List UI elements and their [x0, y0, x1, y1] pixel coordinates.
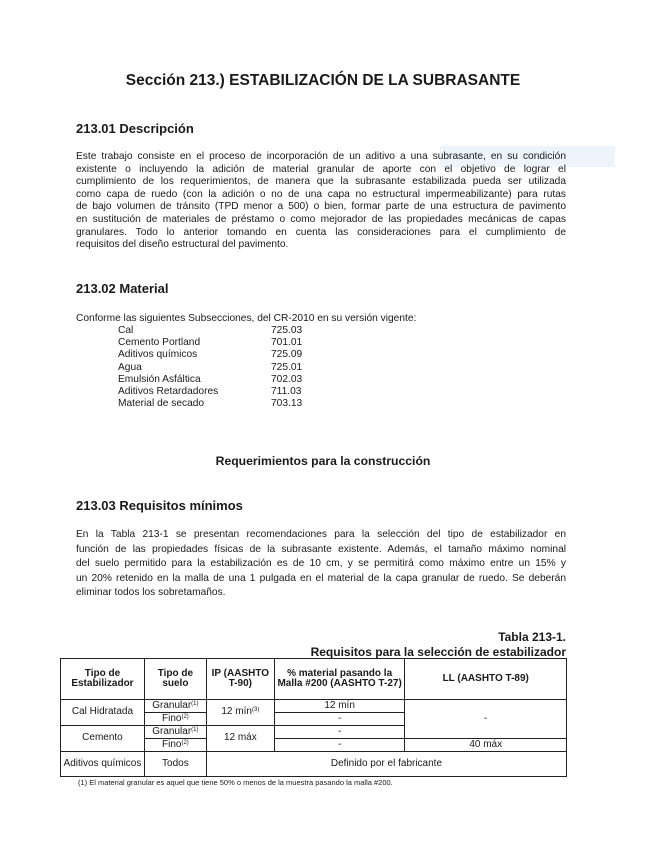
- table-row: [61, 700, 567, 713]
- text-line: granulares. Todo lo anterior tomando en cuenta las consideraciones para el cumplimiento de: [76, 226, 566, 238]
- list-item: [118, 386, 302, 398]
- cell-text: 12 mín: [221, 706, 252, 718]
- footnote-ref: (1): [191, 700, 199, 707]
- list-item: [118, 325, 302, 337]
- cell-fino: [144, 739, 206, 752]
- header-tipo-estabilizador: Tipo de Estabilizador: [61, 659, 145, 700]
- text-line: de bajo volumen de tránsito (TPD menor a 500) o bien, formar parte de una estructura de pavimento: [76, 201, 566, 213]
- table-header-row: [61, 659, 567, 700]
- material-code: 703.13: [271, 398, 303, 410]
- cell-ll-dash: -: [405, 700, 567, 739]
- list-item: [118, 362, 302, 374]
- text-line: un 20% retenido en la malla de una 1 pulgada en el material de la capa granular de ruedo. Se deberán: [76, 572, 566, 584]
- footnote-ref: (2): [181, 739, 189, 746]
- cell-granular: [144, 700, 206, 713]
- heading-descripcion: 213.01 Descripción: [76, 121, 194, 136]
- heading-material: 213.02 Material: [76, 281, 169, 296]
- paragraph-requisitos: [76, 528, 566, 601]
- page-title: Sección 213.) ESTABILIZACIÓN DE LA SUBRASANTE: [125, 72, 521, 89]
- cell-definido-fabricante: Definido por el fabricante: [206, 752, 566, 777]
- cell-cemento: Cemento: [61, 726, 145, 752]
- list-item: [118, 398, 302, 410]
- text-line: como capa de ruedo (con la adición o no de una capa no estructural impermeabilizante) para rutas: [76, 188, 566, 200]
- material-code: 725.03: [271, 325, 303, 336]
- cell-cemento-ip: 12 máx: [206, 726, 274, 752]
- material-list: [118, 325, 302, 410]
- material-code: 702.03: [271, 373, 303, 385]
- material-code: 725.01: [271, 361, 303, 373]
- text-line: función de las propiedades físicas de la subrasante existente. Además, el tamaño máximo nominal: [76, 543, 566, 555]
- text-line: requisitos del diseño estructural del pavimento.: [76, 239, 289, 251]
- table-footnote: (1) El material granular es aquel que tiene 50% o menos de la muestra pasando la malla #200.: [78, 778, 393, 787]
- cell-dash: -: [274, 726, 405, 739]
- cell-cemento-ll: 40 máx: [405, 739, 567, 752]
- table-number: Tabla 213-1.: [498, 630, 566, 644]
- requirements-table: [60, 658, 567, 777]
- footnote-ref: (2): [181, 713, 189, 720]
- cell-text: Fino: [162, 738, 182, 750]
- cell-dash: -: [274, 713, 405, 726]
- footnote-ref: (1): [191, 726, 199, 733]
- cell-text: Granular: [152, 699, 192, 711]
- material-name: Aditivos químicos: [118, 349, 198, 361]
- cell-cal-ip: [206, 700, 274, 726]
- text-line: en sustitución de materiales de préstamo o como mejorador de las propiedades mecánicas de capas: [76, 213, 566, 225]
- text-line: cumplimiento de los requerimientos, de manera que la subrasante estabilizada pueda ser utilizada: [76, 176, 566, 188]
- list-item: [118, 374, 302, 386]
- cell-dash: -: [274, 739, 405, 752]
- material-intro: Conforme las siguientes Subsecciones, del CR-2010 en su versión vigente:: [76, 313, 417, 324]
- table-row: [61, 752, 567, 777]
- text-line: En la Tabla 213-1 se presentan recomendaciones para la selección del tipo de estabilizador en: [76, 529, 566, 540]
- material-code: 725.09: [271, 349, 303, 361]
- footnote-ref: (3): [251, 707, 260, 714]
- cell-todos: Todos: [144, 752, 206, 777]
- cell-aditivos-quimicos: Aditivos químicos: [61, 752, 145, 777]
- cell-granular: [144, 726, 206, 739]
- cell-fino: [144, 713, 206, 726]
- material-name: Aditivos Retardadores: [118, 386, 219, 398]
- material-name: Cal: [118, 325, 134, 336]
- text-line: del suelo permitido para la estabilización es de 10 cm, y se permitirá como máximo entre un 15% y: [76, 558, 566, 570]
- material-name: Agua: [118, 361, 142, 373]
- header-tipo-suelo: Tipo de suelo: [144, 659, 206, 700]
- material-code: 711.03: [271, 386, 302, 398]
- cell-cal-granular-pass: 12 mín: [274, 700, 405, 713]
- paragraph-descripcion: [76, 151, 566, 252]
- list-item: [118, 337, 302, 349]
- text-line: Este trabajo consiste en el proceso de incorporación de un aditivo a una subrasante, en su condición: [76, 151, 566, 162]
- header-ll: LL (AASHTO T-89): [405, 659, 567, 700]
- text-line: eliminar todos los sobretamaños.: [76, 587, 226, 599]
- material-name: Cemento Portland: [118, 337, 201, 349]
- header-material-pasando: % material pasando la Malla #200 (AASHTO T-27): [274, 659, 405, 700]
- heading-requisitos: 213.03 Requisitos mínimos: [76, 498, 243, 513]
- cell-cal-hidratada: Cal Hidratada: [61, 700, 145, 726]
- text-line: existente o incluyendo la adición de material granular de aporte con el objetivo de lograr el: [76, 163, 566, 175]
- table-title: Requisitos para la selección de estabilizador: [310, 645, 566, 659]
- material-code: 701.01: [271, 337, 303, 349]
- material-name: Material de secado: [118, 398, 205, 410]
- cell-text: Fino: [162, 712, 182, 724]
- material-name: Emulsión Asfáltica: [118, 373, 201, 385]
- construction-heading: Requerimientos para la construcción: [215, 454, 431, 468]
- header-ip: IP (AASHTO T-90): [206, 659, 274, 700]
- cell-text: Granular: [152, 725, 192, 737]
- list-item: [118, 349, 302, 361]
